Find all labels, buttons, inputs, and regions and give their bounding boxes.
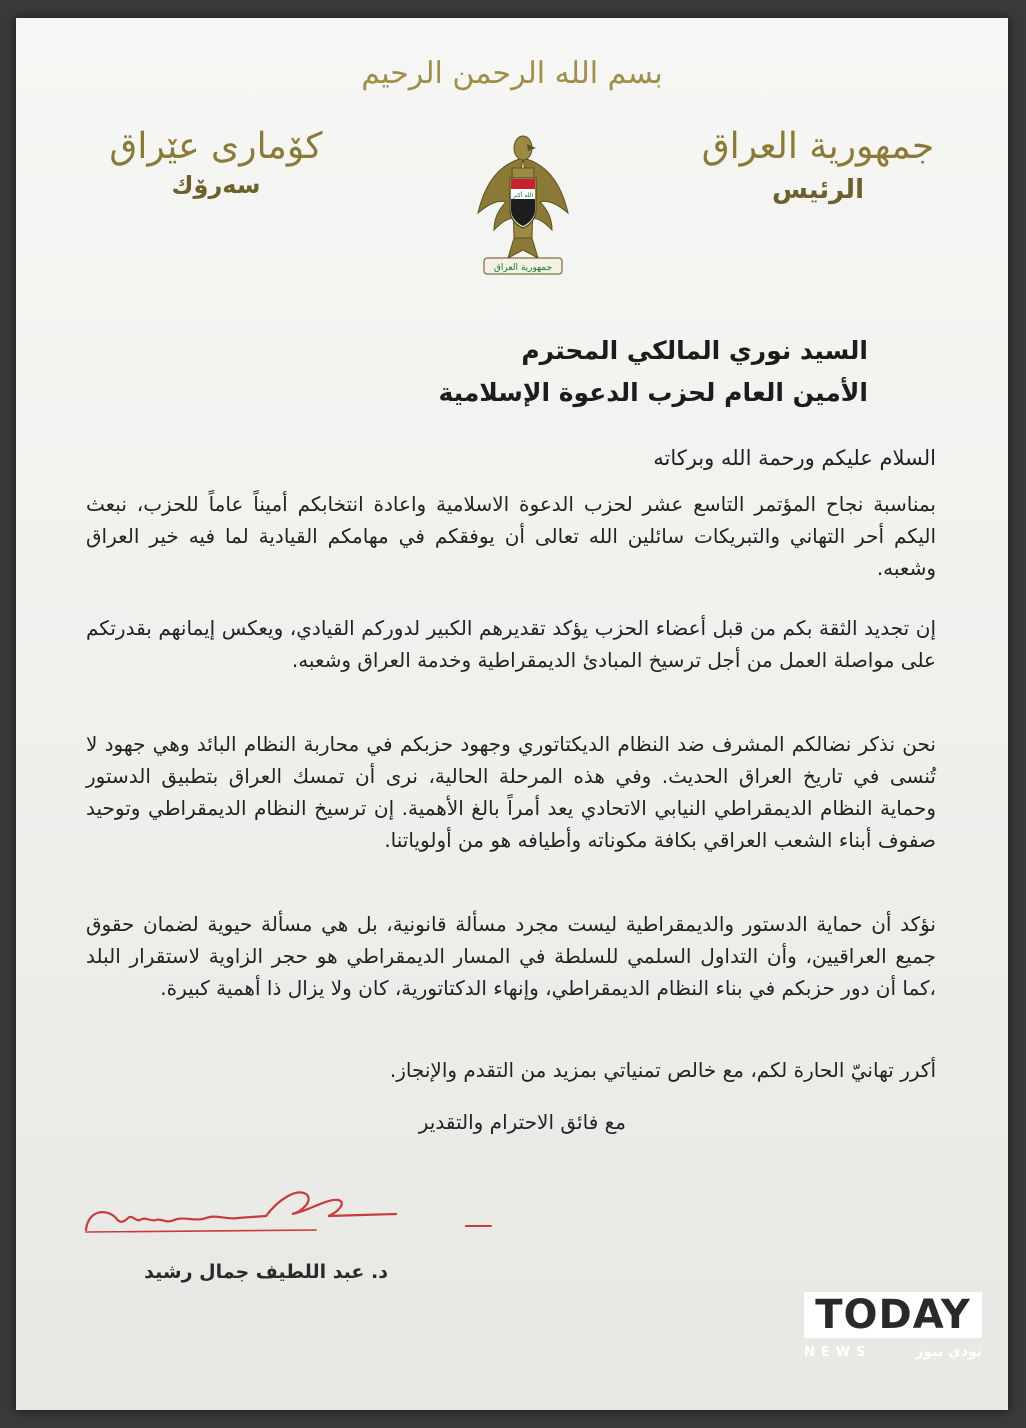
closing-line: أكرر تهانيّ الحارة لكم، مع خالص تمنياتي بمزيد من التقدم والإنجاز. bbox=[389, 1058, 936, 1082]
letter-paper bbox=[16, 18, 1008, 1410]
republic-of-iraq-arabic: جمهورية العراق bbox=[701, 126, 935, 167]
emblem-banner: جمهورية العراق bbox=[493, 263, 553, 273]
president-title-arabic: الرئيس bbox=[772, 175, 864, 205]
handwritten-signature bbox=[66, 1170, 506, 1250]
republic-of-iraq-kurdish: كۆماری عێراق bbox=[109, 126, 323, 167]
arabic-brand-label: تودي نيوز bbox=[915, 1344, 982, 1360]
header-right-arabic bbox=[688, 126, 948, 205]
today-news-logo: TODAY bbox=[804, 1292, 982, 1338]
paragraph-1: بمناسبة نجاح المؤتمر التاسع عشر لحزب الدعوة الاسلامية واعادة انتخابكم أميناً عاماً للحزب، نبعث اليكم أحر التهاني والتبريكات سائلين الله تعالى أن يوفقكم في مهامكم القيادية لما فيه خير العراق وشعبه. bbox=[86, 492, 936, 580]
iraq-eagle-emblem-icon bbox=[468, 118, 578, 288]
president-title-kurdish: سەرۆك bbox=[171, 171, 261, 199]
paragraph-4: نؤكد أن حماية الدستور والديمقراطية ليست مجرد مسألة قانونية، بل هي مسألة حيوية لضمان حقوق جميع العراقيين، وأن التداول السلمي للسلطة في المسار الديمقراطي هو حجر الزاوية لاستقرار البلد ،كما أن دور حزبكم في بناء النظام الديمقراطي، وإنهاء الدكتاتورية، كان ولا يزال ذا أهمية كبيرة. bbox=[86, 912, 936, 1000]
signer-name: د. عبد اللطيف جمال رشيد bbox=[144, 1261, 388, 1283]
paragraph-3: نحن نذكر نضالكم المشرف ضد النظام الديكتاتوري وجهود حزبكم في محاربة النظام البائد وهي جهود لا تُنسى في تاريخ العراق الحديث. وفي هذه المرحلة الحالية، نرى أن تمسك العراق بتطبيق الدستور وحماية النظام الديمقراطي النيابي الاتحادي يعد أمراً بالغ الأهمية. إن ترسيخ النظام الديمقراطي وتوحيد صفوف أبناء الشعب العراقي بكافة مكوناته وأطيافه هو من أولوياتنا. bbox=[86, 732, 936, 852]
svg-text:الله أكبر: الله أكبر bbox=[512, 192, 534, 199]
basmala: بسم الله الرحمن الرحيم bbox=[361, 56, 663, 91]
addressee-title: الأمين العام لحزب الدعوة الإسلامية bbox=[438, 378, 868, 407]
news-label: NEWS bbox=[804, 1344, 872, 1360]
regards-line: مع فائق الاحترام والتقدير bbox=[418, 1110, 626, 1134]
greeting: السلام عليكم ورحمة الله وبركاته bbox=[653, 446, 936, 470]
addressee-name: السيد نوري المالكي المحترم bbox=[521, 336, 868, 365]
header-left-kurdish bbox=[76, 126, 356, 199]
paragraph-2: إن تجديد الثقة بكم من قبل أعضاء الحزب يؤكد تقديرهم الكبير لدوركم القيادي، ويعكس إيمانهم بقدرتكم على مواصلة العمل من أجل ترسيخ المبادئ الديمقراطية وخدمة العراق وشعبه. bbox=[86, 616, 936, 672]
today-news-subtitle bbox=[804, 1342, 982, 1362]
